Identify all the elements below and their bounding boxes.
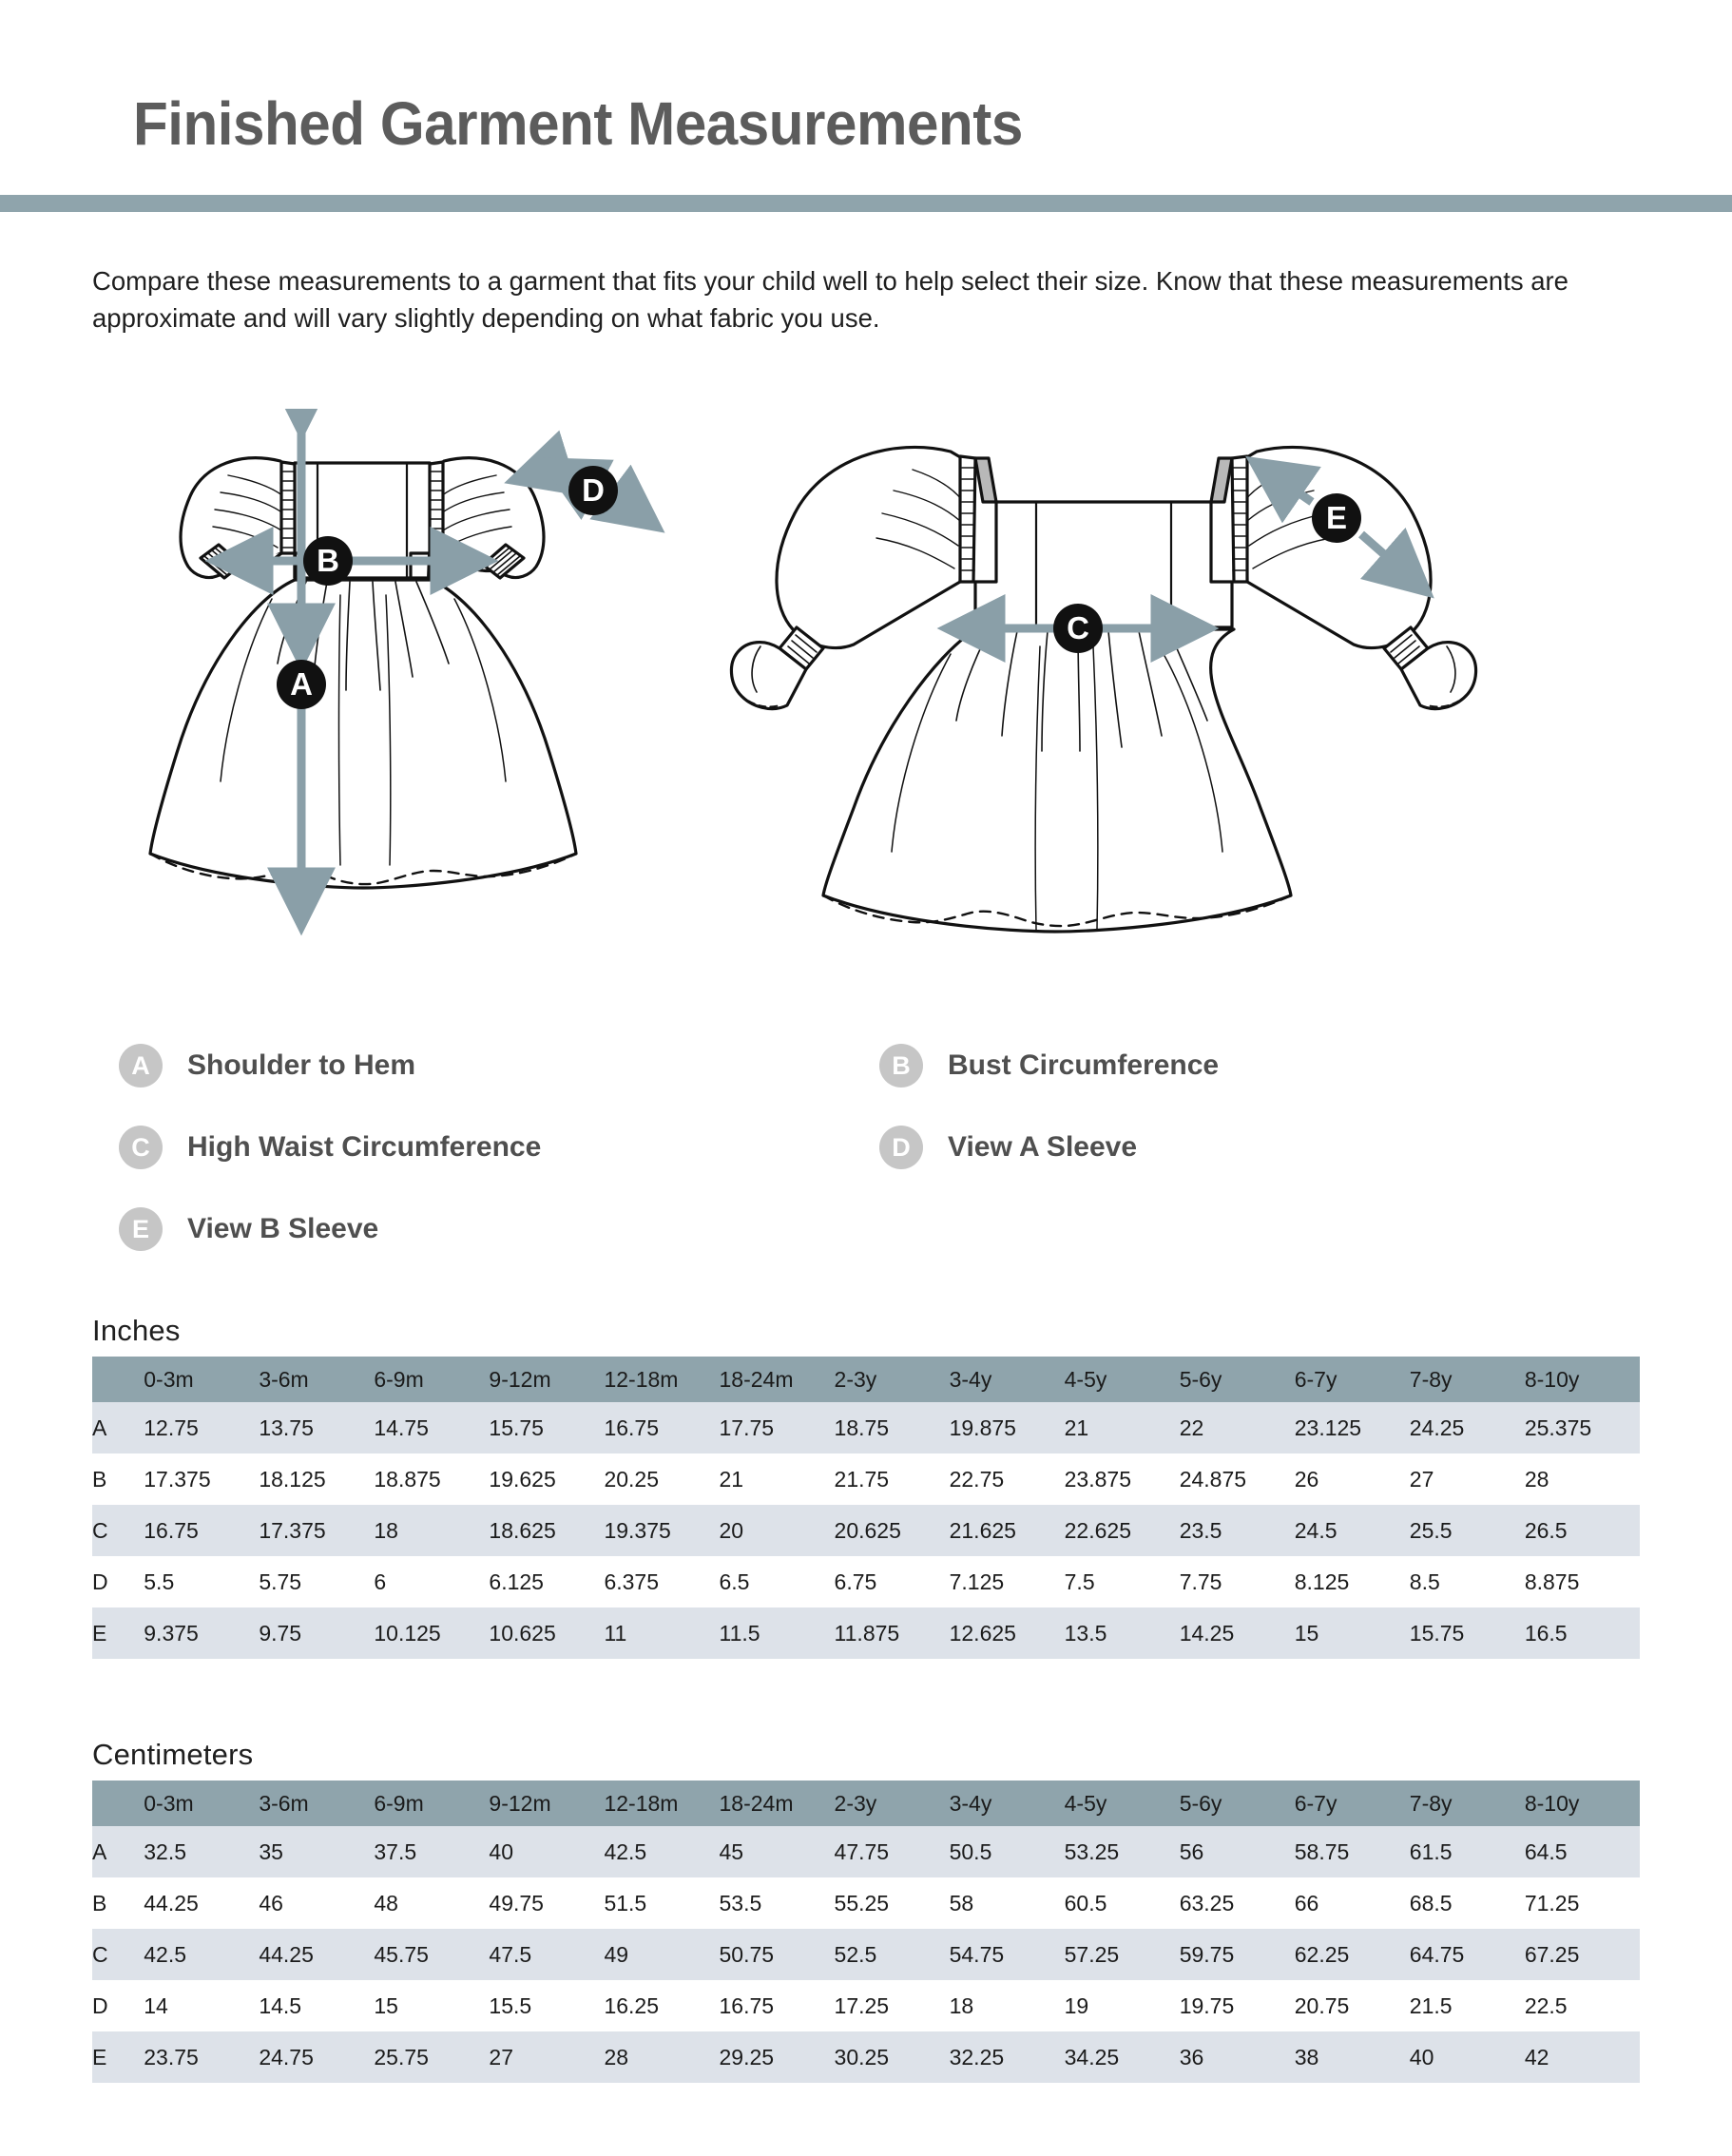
callout-d [568, 466, 618, 515]
cell: 5.75 [259, 1556, 374, 1607]
inches-header-row [92, 1357, 1640, 1402]
intro-paragraph: Compare these measurements to a garment that fits your child well to help select their size. Know that these measurements are approximate and will vary slightly depending on what fabric you use. [92, 266, 1568, 334]
cell: 55.25 [835, 1877, 950, 1929]
inches-table-body [92, 1402, 1640, 1659]
col-header-2-3y: 2-3y [835, 1781, 950, 1826]
col-header-2-3y: 2-3y [835, 1357, 950, 1402]
cell: 9.75 [259, 1607, 374, 1659]
cell: 40 [489, 1826, 604, 1877]
cell: 18.875 [374, 1453, 489, 1505]
cell: 22.5 [1525, 1980, 1640, 2031]
callout-c [1053, 604, 1103, 653]
legend-label-d: View A Sleeve [948, 1131, 1138, 1163]
cell: 26.5 [1525, 1505, 1640, 1556]
cell: 18.125 [259, 1453, 374, 1505]
cell: 24.25 [1410, 1402, 1525, 1453]
col-header-12-18m: 12-18m [604, 1357, 719, 1402]
cell: 21.625 [950, 1505, 1065, 1556]
inches-caption: Inches [92, 1314, 181, 1347]
cell: 22.625 [1065, 1505, 1180, 1556]
table-row [92, 1453, 1640, 1505]
cell: 15 [1295, 1607, 1410, 1659]
col-header-18-24m: 18-24m [720, 1357, 835, 1402]
cell: 6.125 [489, 1556, 604, 1607]
cell: 20.75 [1295, 1980, 1410, 2031]
cell: 17.75 [720, 1402, 835, 1453]
cell: 51.5 [604, 1877, 719, 1929]
centimeters-caption: Centimeters [92, 1738, 254, 1771]
col-header-3-4y: 3-4y [950, 1781, 1065, 1826]
corner-cell [92, 1357, 144, 1402]
legend-row [119, 1107, 1602, 1188]
cell: 14 [144, 1980, 259, 2031]
cell: 13.75 [259, 1402, 374, 1453]
cell: 16.5 [1525, 1607, 1640, 1659]
cell: 16.75 [720, 1980, 835, 2031]
cell: 19.875 [950, 1402, 1065, 1453]
cell: 40 [1410, 2031, 1525, 2083]
cell: 64.5 [1525, 1826, 1640, 1877]
cell: 36 [1180, 2031, 1295, 2083]
legend-label-a: Shoulder to Hem [187, 1049, 416, 1081]
cell: 38 [1295, 2031, 1410, 2083]
col-header-7-8y: 7-8y [1410, 1357, 1525, 1402]
cell: 27 [1410, 1453, 1525, 1505]
cell: 18.75 [835, 1402, 950, 1453]
row-key-e: E [92, 2031, 144, 2083]
cell: 23.5 [1180, 1505, 1295, 1556]
cell: 35 [259, 1826, 374, 1877]
svg-text:A: A [290, 666, 313, 702]
legend-item-d [879, 1126, 1602, 1169]
col-header-6-7y: 6-7y [1295, 1781, 1410, 1826]
cell: 47.5 [489, 1929, 604, 1980]
legend-label-e: View B Sleeve [187, 1213, 379, 1244]
cell: 67.25 [1525, 1929, 1640, 1980]
view-a-dress [150, 458, 576, 888]
table-row [92, 1826, 1640, 1877]
cell: 26 [1295, 1453, 1410, 1505]
legend-item-b [879, 1044, 1602, 1088]
cell: 19.375 [604, 1505, 719, 1556]
cell: 7.5 [1065, 1556, 1180, 1607]
legend-badge-b-icon: B [879, 1044, 923, 1088]
cell: 25.75 [374, 2031, 489, 2083]
cell: 18 [374, 1505, 489, 1556]
cell: 19.75 [1180, 1980, 1295, 2031]
cell: 14.25 [1180, 1607, 1295, 1659]
legend-badge-a-icon: A [119, 1044, 163, 1088]
cell: 22.75 [950, 1453, 1065, 1505]
col-header-3-6m: 3-6m [259, 1357, 374, 1402]
cell: 11 [604, 1607, 719, 1659]
cell: 47.75 [835, 1826, 950, 1877]
col-header-0-3m: 0-3m [144, 1781, 259, 1826]
col-header-8-10y: 8-10y [1525, 1781, 1640, 1826]
cell: 17.375 [144, 1453, 259, 1505]
cell: 58 [950, 1877, 1065, 1929]
col-header-3-6m: 3-6m [259, 1781, 374, 1826]
col-header-4-5y: 4-5y [1065, 1357, 1180, 1402]
cell: 20 [720, 1505, 835, 1556]
table-row [92, 1505, 1640, 1556]
cell: 25.375 [1525, 1402, 1640, 1453]
legend-row [119, 1025, 1602, 1107]
row-key-d: D [92, 1556, 144, 1607]
centimeters-table-body [92, 1826, 1640, 2083]
cell: 42.5 [604, 1826, 719, 1877]
cell: 58.75 [1295, 1826, 1410, 1877]
cell: 21 [720, 1453, 835, 1505]
inches-table-head [92, 1357, 1640, 1402]
legend-label-c: High Waist Circumference [187, 1131, 542, 1163]
col-header-9-12m: 9-12m [489, 1781, 604, 1826]
cell: 61.5 [1410, 1826, 1525, 1877]
cell: 29.25 [720, 2031, 835, 2083]
cell: 18 [950, 1980, 1065, 2031]
row-key-b: B [92, 1453, 144, 1505]
cell: 63.25 [1180, 1877, 1295, 1929]
table-row [92, 1980, 1640, 2031]
svg-text:D: D [582, 472, 605, 508]
cell: 59.75 [1180, 1929, 1295, 1980]
callout-e [1312, 493, 1361, 543]
cell: 62.25 [1295, 1929, 1410, 1980]
cell: 6.375 [604, 1556, 719, 1607]
legend-item-c [119, 1126, 879, 1169]
col-header-8-10y: 8-10y [1525, 1357, 1640, 1402]
cell: 42 [1525, 2031, 1640, 2083]
cell: 48 [374, 1877, 489, 1929]
col-header-6-7y: 6-7y [1295, 1357, 1410, 1402]
view-b-dress [731, 447, 1475, 932]
col-header-12-18m: 12-18m [604, 1781, 719, 1826]
legend-label-b: Bust Circumference [948, 1049, 1220, 1081]
cell: 20.25 [604, 1453, 719, 1505]
cell: 21 [1065, 1402, 1180, 1453]
cell: 15.75 [489, 1402, 604, 1453]
centimeters-table [92, 1781, 1640, 2083]
cell: 24.75 [259, 2031, 374, 2083]
cell: 50.75 [720, 1929, 835, 1980]
cell: 44.25 [144, 1877, 259, 1929]
cell: 60.5 [1065, 1877, 1180, 1929]
legend-item-e [119, 1207, 879, 1251]
cell: 45.75 [374, 1929, 489, 1980]
col-header-9-12m: 9-12m [489, 1357, 604, 1402]
cell: 8.875 [1525, 1556, 1640, 1607]
cell: 49 [604, 1929, 719, 1980]
inches-table-block [92, 1314, 1640, 1659]
cell: 11.875 [835, 1607, 950, 1659]
col-header-6-9m: 6-9m [374, 1781, 489, 1826]
cell: 12.625 [950, 1607, 1065, 1659]
cell: 57.25 [1065, 1929, 1180, 1980]
cell: 16.25 [604, 1980, 719, 2031]
cell: 17.375 [259, 1505, 374, 1556]
row-key-d: D [92, 1980, 144, 2031]
cell: 9.375 [144, 1607, 259, 1659]
table-row [92, 1929, 1640, 1980]
cell: 15 [374, 1980, 489, 2031]
cell: 18.625 [489, 1505, 604, 1556]
col-header-3-4y: 3-4y [950, 1357, 1065, 1402]
table-row [92, 1877, 1640, 1929]
cell: 16.75 [604, 1402, 719, 1453]
legend-badge-e-icon: E [119, 1207, 163, 1251]
centimeters-table-head [92, 1781, 1640, 1826]
callout-a [277, 660, 326, 709]
legend-badge-c-icon: C [119, 1126, 163, 1169]
col-header-0-3m: 0-3m [144, 1357, 259, 1402]
corner-cell [92, 1781, 144, 1826]
centimeters-header-row [92, 1781, 1640, 1826]
legend-item-a [119, 1044, 879, 1088]
garment-illustrations [0, 409, 1732, 998]
cell: 53.5 [720, 1877, 835, 1929]
cell: 53.25 [1065, 1826, 1180, 1877]
cell: 21.75 [835, 1453, 950, 1505]
cell: 45 [720, 1826, 835, 1877]
cell: 56 [1180, 1826, 1295, 1877]
row-key-a: A [92, 1826, 144, 1877]
cell: 15.5 [489, 1980, 604, 2031]
table-row [92, 1556, 1640, 1607]
cell: 37.5 [374, 1826, 489, 1877]
cell: 23.875 [1065, 1453, 1180, 1505]
svg-text:B: B [317, 543, 339, 578]
table-row [92, 1402, 1640, 1453]
cell: 22 [1180, 1402, 1295, 1453]
cell: 25.5 [1410, 1505, 1525, 1556]
cell: 24.875 [1180, 1453, 1295, 1505]
row-key-b: B [92, 1877, 144, 1929]
cell: 14.75 [374, 1402, 489, 1453]
row-key-c: C [92, 1929, 144, 1980]
cell: 14.5 [259, 1980, 374, 2031]
legend-row [119, 1188, 1602, 1270]
col-header-5-6y: 5-6y [1180, 1781, 1295, 1826]
cell: 17.25 [835, 1980, 950, 2031]
col-header-18-24m: 18-24m [720, 1781, 835, 1826]
col-header-7-8y: 7-8y [1410, 1781, 1525, 1826]
measurement-legend [119, 1025, 1602, 1270]
cell: 44.25 [259, 1929, 374, 1980]
cell: 23.75 [144, 2031, 259, 2083]
cell: 64.75 [1410, 1929, 1525, 1980]
cell: 28 [604, 2031, 719, 2083]
page-title: Finished Garment Measurements [133, 89, 1023, 158]
cell: 23.125 [1295, 1402, 1410, 1453]
cell: 7.125 [950, 1556, 1065, 1607]
row-key-c: C [92, 1505, 144, 1556]
header-divider-rule [0, 195, 1732, 212]
cell: 6 [374, 1556, 489, 1607]
cell: 21.5 [1410, 1980, 1525, 2031]
cell: 10.125 [374, 1607, 489, 1659]
cell: 10.625 [489, 1607, 604, 1659]
cell: 15.75 [1410, 1607, 1525, 1659]
cell: 30.25 [835, 2031, 950, 2083]
col-header-4-5y: 4-5y [1065, 1781, 1180, 1826]
legend-badge-d-icon: D [879, 1126, 923, 1169]
cell: 8.5 [1410, 1556, 1525, 1607]
cell: 34.25 [1065, 2031, 1180, 2083]
cell: 20.625 [835, 1505, 950, 1556]
cell: 54.75 [950, 1929, 1065, 1980]
row-key-e: E [92, 1607, 144, 1659]
cell: 16.75 [144, 1505, 259, 1556]
centimeters-table-block [92, 1738, 1640, 2083]
cell: 24.5 [1295, 1505, 1410, 1556]
cell: 5.5 [144, 1556, 259, 1607]
cell: 28 [1525, 1453, 1640, 1505]
row-key-a: A [92, 1402, 144, 1453]
col-header-6-9m: 6-9m [374, 1357, 489, 1402]
cell: 12.75 [144, 1402, 259, 1453]
cell: 42.5 [144, 1929, 259, 1980]
cell: 7.75 [1180, 1556, 1295, 1607]
cell: 66 [1295, 1877, 1410, 1929]
cell: 32.5 [144, 1826, 259, 1877]
table-row [92, 2031, 1640, 2083]
cell: 52.5 [835, 1929, 950, 1980]
svg-text:C: C [1067, 610, 1089, 645]
svg-text:E: E [1325, 500, 1348, 535]
cell: 49.75 [489, 1877, 604, 1929]
inches-table [92, 1357, 1640, 1659]
cell: 8.125 [1295, 1556, 1410, 1607]
cell: 50.5 [950, 1826, 1065, 1877]
cell: 19 [1065, 1980, 1180, 2031]
cell: 68.5 [1410, 1877, 1525, 1929]
cell: 13.5 [1065, 1607, 1180, 1659]
cell: 46 [259, 1877, 374, 1929]
table-row [92, 1607, 1640, 1659]
cell: 32.25 [950, 2031, 1065, 2083]
cell: 6.75 [835, 1556, 950, 1607]
callout-b [303, 536, 353, 586]
cell: 6.5 [720, 1556, 835, 1607]
cell: 27 [489, 2031, 604, 2083]
cell: 19.625 [489, 1453, 604, 1505]
cell: 11.5 [720, 1607, 835, 1659]
col-header-5-6y: 5-6y [1180, 1357, 1295, 1402]
cell: 71.25 [1525, 1877, 1640, 1929]
